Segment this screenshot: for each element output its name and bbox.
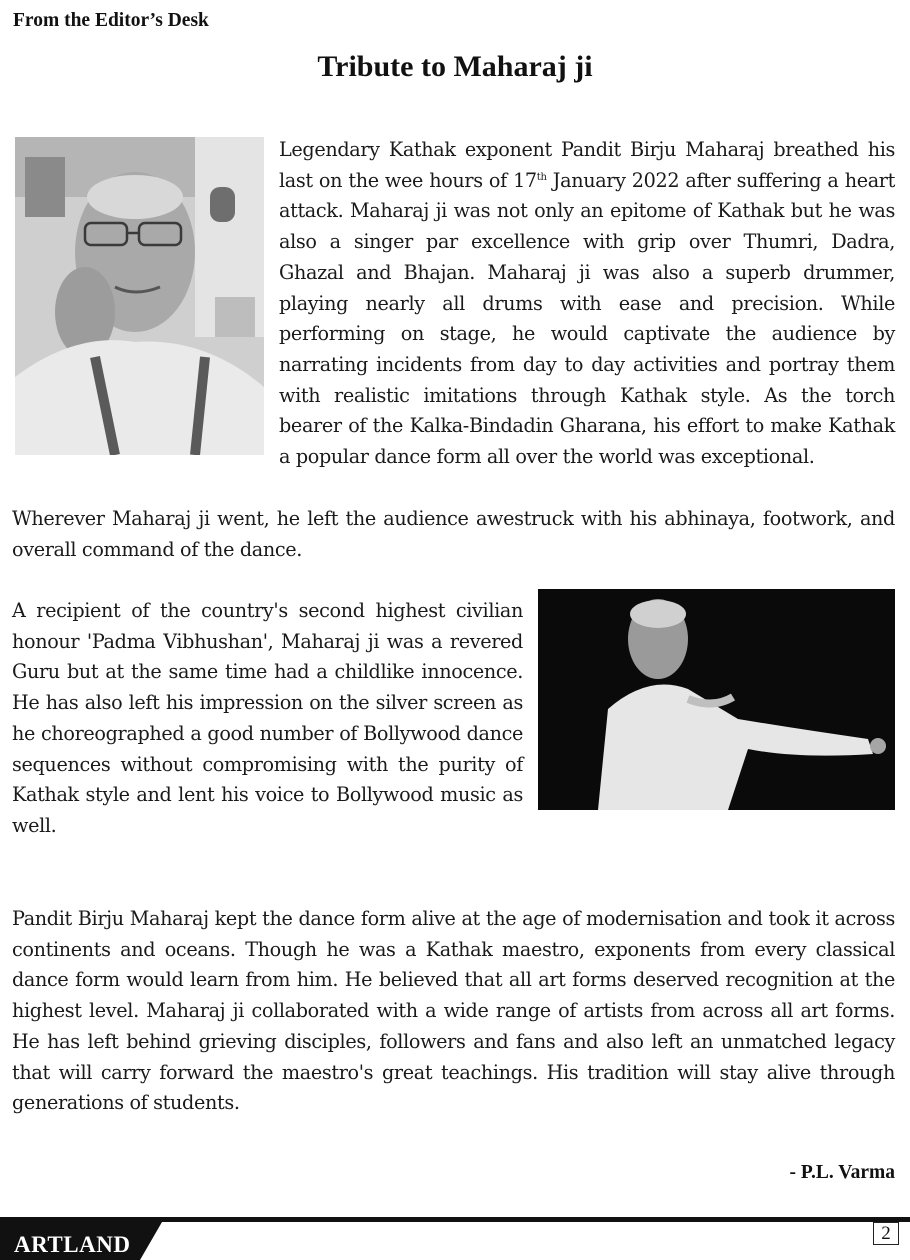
article-title: Tribute to Maharaj ji	[317, 50, 593, 83]
footer-bar	[0, 1217, 910, 1260]
dancer-image	[538, 589, 895, 810]
section-label: From the Editor’s Desk	[13, 10, 209, 31]
brand-name: ARTLAND	[14, 1232, 131, 1257]
dancer-photo	[538, 589, 895, 810]
editor-portrait-photo	[15, 137, 264, 455]
paragraph-1-continued: Wherever Maharaj ji went, he left the audience awestruck with his abhinaya, footwork, and overall command of the dance.	[12, 507, 895, 561]
author-signature: - P.L. Varma	[789, 1162, 895, 1183]
paragraph-1-text-start: Legendary Kathak exponent Pandit Birju Maharaj breathed his last on the wee hours of 17	[279, 138, 895, 192]
paragraph-2: A recipient of the country's second highest civilian honour 'Padma Vibhushan', Maharaj ji was a revered Guru but at the same time had a childlike innocence. He has also left his impression on the silver screen as he choreographed a good number of Bollywood dance sequences without compromising with the purity of Kathak style and lent his voice to Bollywood music as well.	[12, 599, 523, 837]
editor-portrait-image	[15, 137, 264, 455]
paragraph-3: Pandit Birju Maharaj kept the dance form alive at the age of modernisation and took it across continents and oceans. Though he was a Kathak maestro, exponents from every classical dance form would learn from him. He believed that all art forms deserved recognition at the highest level. Maharaj ji collaborated with a wide range of artists from across all art forms. He has left behind grieving disciples, followers and fans and also left an unmatched legacy that will carry forward the maestro's great teachings. His tradition will stay alive through generations of students.	[12, 907, 895, 1115]
date-ordinal-suffix: th	[536, 171, 547, 183]
paragraph-1-text-rest: January 2022 after suffering a heart attack. Maharaj ji was not only an epitome of Kathak but he was also a singer par excellence with grip over Thumri, Dadra, Ghazal and Bhajan. Maharaj ji was also a superb drummer, playing nearly all drums with ease and precision. While performing on stage, he would captivate the audience by narrating incidents from day to day activities and portray them with realistic imitations through Kathak style. As the torch bearer of the Kalka-Bindadin Gharana, his effort to make Kathak a popular dance form all over the world was exceptional.	[279, 168, 895, 469]
page-number: 2	[873, 1222, 899, 1245]
paragraph-1	[279, 135, 895, 473]
